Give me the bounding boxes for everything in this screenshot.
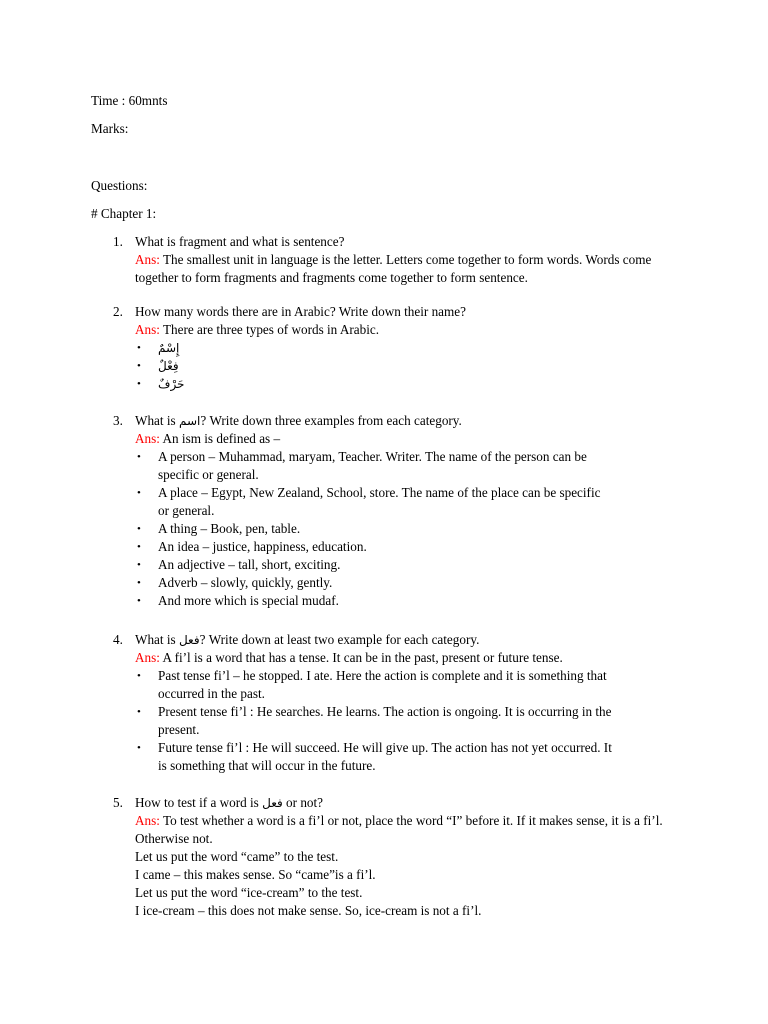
question-text-post: ? Write down three examples from each category. (200, 413, 462, 428)
arabic-word: فِعْلٌ (158, 359, 179, 373)
question-number: 1. (113, 234, 123, 249)
answer-text (135, 812, 673, 848)
list-item (113, 520, 683, 538)
question-text-post: or not? (282, 795, 324, 810)
question-text-pre: What is (135, 632, 179, 647)
list-item (113, 574, 683, 592)
list-item (113, 448, 683, 484)
arabic-word: اسم (178, 414, 201, 428)
answer-body: A fi’l is a word that has a tense. It can be in the past, present or future tense. (159, 650, 563, 665)
answer-label: Ans: (135, 650, 160, 665)
list-item (113, 484, 683, 520)
list-item (113, 538, 683, 556)
bullet-icon: • (137, 559, 141, 571)
bullet-icon: • (137, 523, 141, 535)
list-item-text: An idea – justice, happiness, education. (158, 539, 367, 554)
list-item-text: Present tense fi’l : He searches. He learns. The action is ongoing. It is occurring in the present. (158, 704, 612, 737)
arabic-word: فعل (262, 796, 283, 810)
list-item (113, 556, 683, 574)
bullet-icon: • (137, 595, 141, 607)
list-item (113, 703, 683, 739)
question-2 (113, 303, 683, 393)
question-text: What is fragment and what is sentence? (135, 234, 345, 249)
question-text (135, 412, 683, 430)
list-item-text: Future tense fi’l : He will succeed. He will give up. The action has not yet occurred. It is something that will occur in the future. (158, 740, 612, 773)
bullet-icon: • (137, 342, 141, 354)
answer-label: Ans: (135, 813, 160, 828)
answer-label: Ans: (135, 431, 160, 446)
question-number: 4. (113, 632, 123, 647)
list-item (113, 739, 683, 775)
question-3 (113, 412, 683, 610)
chapter-heading: # Chapter 1: (91, 206, 157, 221)
list-item (113, 375, 683, 393)
answer-body: To test whether a word is a fi’l or not, place the word “I” before it. If it makes sense, it is a fi’l. Otherwise not. (135, 813, 663, 846)
bullet-icon: • (137, 742, 141, 754)
list-item-text: A person – Muhammad, maryam, Teacher. Writer. The name of the person can be specific or general. (158, 449, 587, 482)
list-item (113, 357, 683, 375)
answer-text (135, 251, 683, 287)
arabic-word: إِسْمٌ (158, 341, 180, 355)
answer-text (135, 430, 683, 448)
marks-line: Marks: (91, 121, 129, 136)
answer-body: An ism is defined as – (159, 431, 281, 446)
answer-text (135, 649, 683, 667)
list-item (113, 592, 683, 610)
question-5 (113, 794, 683, 920)
list-item-text: A place – Egypt, New Zealand, School, store. The name of the place can be specific or general. (158, 485, 601, 518)
bullet-icon: • (137, 378, 141, 390)
question-number: 3. (113, 413, 123, 428)
list-item-text: And more which is special mudaf. (158, 593, 339, 608)
answer-line: I came – this makes sense. So “came”is a fi’l. (135, 867, 376, 882)
answer-label: Ans: (135, 252, 160, 267)
bullet-icon: • (137, 451, 141, 463)
time-line: Time : 60mnts (91, 93, 168, 108)
question-text-pre: How to test if a word is (135, 795, 263, 810)
bullet-icon: • (137, 487, 141, 499)
question-number: 2. (113, 304, 123, 319)
answer-body: The smallest unit in language is the letter. Letters come together to form words. Words come together to form fragments and fragments come together to form sentence. (135, 252, 652, 285)
bullet-icon: • (137, 670, 141, 682)
list-item-text: Adverb – slowly, quickly, gently. (158, 575, 333, 590)
bullet-icon: • (137, 706, 141, 718)
question-text (135, 794, 673, 812)
question-number: 5. (113, 795, 123, 810)
answer-line: Let us put the word “ice-cream” to the test. (135, 885, 363, 900)
bullet-icon: • (137, 360, 141, 372)
word-types-list (113, 339, 683, 393)
fil-tense-list (113, 667, 683, 775)
question-text (135, 631, 683, 649)
questions-heading: Questions: (91, 178, 148, 193)
list-item-text: A thing – Book, pen, table. (158, 521, 301, 536)
list-item-text: Past tense fi’l – he stopped. I ate. Here the action is complete and it is something that occurred in the past. (158, 668, 607, 701)
bullet-icon: • (137, 577, 141, 589)
answer-line: I ice-cream – this does not make sense. So, ice-cream is not a fi’l. (135, 903, 482, 918)
ism-definition-list (113, 448, 683, 610)
question-text-post: ? Write down at least two example for each category. (199, 632, 480, 647)
question-text-pre: What is (135, 413, 179, 428)
answer-text (135, 321, 683, 339)
answer-line: Let us put the word “came” to the test. (135, 849, 339, 864)
arabic-word: فعل (178, 633, 200, 647)
question-1 (113, 233, 683, 287)
answer-label: Ans: (135, 322, 160, 337)
question-text: How many words there are in Arabic? Write down their name? (135, 304, 466, 319)
arabic-word: حَرْفٌ (158, 377, 185, 391)
list-item-text: An adjective – tall, short, exciting. (158, 557, 341, 572)
bullet-icon: • (137, 541, 141, 553)
answer-body: There are three types of words in Arabic. (159, 322, 380, 337)
question-4 (113, 631, 683, 775)
list-item (113, 339, 683, 357)
list-item (113, 667, 683, 703)
